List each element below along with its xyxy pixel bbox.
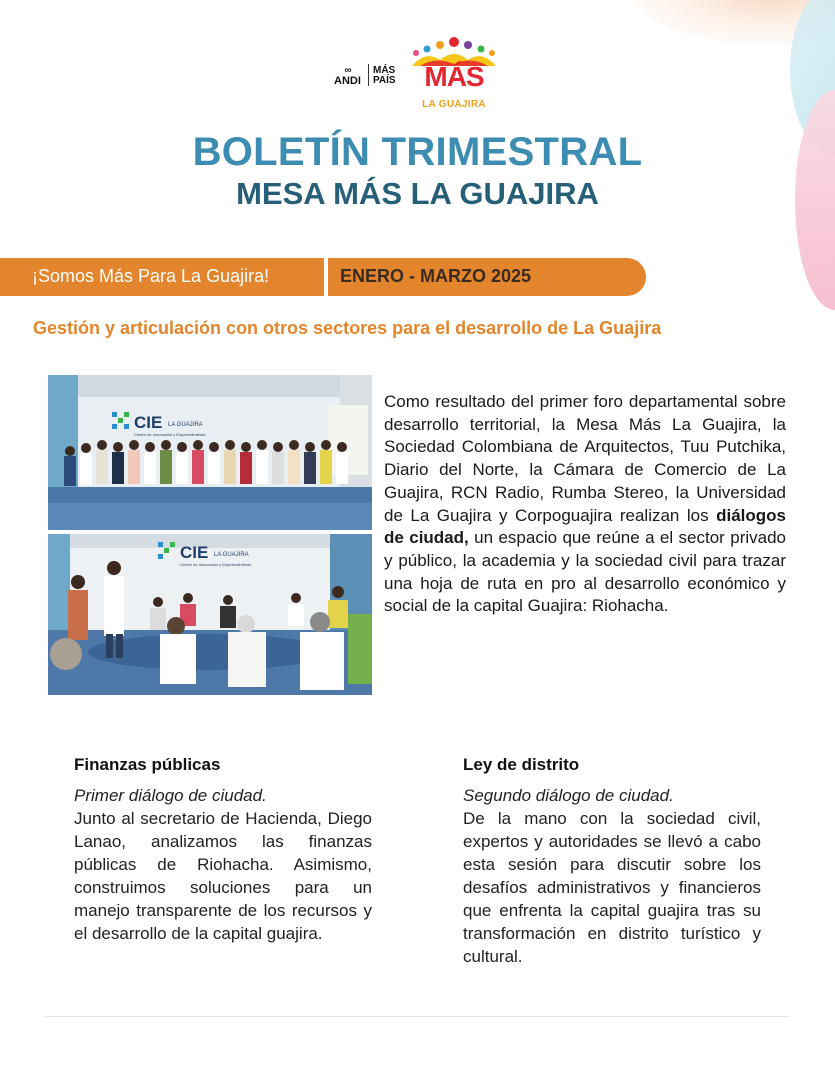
period-banner (0, 258, 646, 296)
banner-divider (324, 258, 328, 296)
bulletin-title: BOLETÍN TRIMESTRAL (192, 130, 643, 174)
svg-text:Centro de Innovación y Emprend: Centro de Innovación y Emprendimiento (134, 432, 206, 437)
column-subheading: Primer diálogo de ciudad. (74, 786, 267, 805)
column-distrito (463, 755, 761, 968)
svg-text:CIE: CIE (180, 543, 209, 562)
logo-divider (368, 64, 369, 86)
column-finanzas (74, 755, 372, 945)
period-label: ENERO - MARZO 2025 (340, 266, 532, 286)
intro-paragraph: Como resultado del primer foro departamental sobre desarrollo territorial, la Mesa Más La Guajira, la Sociedad Colombiana de Arquitectos, Tuu Putchika, Diario del Norte, la Cámara de Comercio de La Guajira, RCN Radio, Rumba Stereo, la Universidad de La Guajira y Corpoguajira realizan los diálogos de ciudad, un espacio que reúne a el sector privado y público, la academia y la sociedad civil para trazar una hoja de ruta en pro al desarrollo económico y social de la capital Guajira: Riohacha. (384, 392, 786, 616)
andi-logo: ∞ ANDI (334, 65, 361, 87)
section-title: Gestión y articulación con otros sectores para el desarrollo de La Guajira (33, 318, 662, 338)
photo-round-table (48, 534, 372, 695)
column-subheading: Segundo diálogo de ciudad. (463, 786, 674, 805)
mas-pais-logo: MÁS PAÍS (373, 65, 396, 86)
svg-text:LA GUAJIRA: LA GUAJIRA (214, 552, 249, 558)
svg-text:LA GUAJIRA: LA GUAJIRA (168, 422, 203, 428)
photo-group-meeting (48, 375, 372, 530)
column-body: De la mano con la sociedad civil, expertos y autoridades se llevó a cabo esta sesión para discutir sobre los desafíos administrativos y financieros que enfrenta la capital guajira tras su transformación en distrito turístico y cultural. (463, 809, 761, 966)
svg-text:CIE: CIE (134, 413, 163, 432)
mas-la-guajira-logo: MÁS LA GUAJIRA (406, 36, 502, 116)
bulletin-subtitle: MESA MÁS LA GUAJIRA (236, 176, 599, 211)
intro-highlight: diálogos de ciudad, (384, 505, 786, 548)
column-heading: Finanzas públicas (74, 755, 221, 774)
column-heading: Ley de distrito (463, 755, 580, 774)
column-body: Junto al secretario de Hacienda, Diego Lanao, analizamos las finanzas públicas de Riohacha. Asimismo, construimos soluciones para un manejo transparente de los recursos y el desarrollo de la capital guajira. (74, 809, 372, 943)
logo-group (330, 36, 510, 116)
slogan-label: ¡Somos Más Para La Guajira! (32, 266, 270, 286)
footer-divider (44, 1016, 790, 1017)
svg-text:Centro de Innovación y Emprend: Centro de Innovación y Emprendimiento (180, 562, 252, 567)
